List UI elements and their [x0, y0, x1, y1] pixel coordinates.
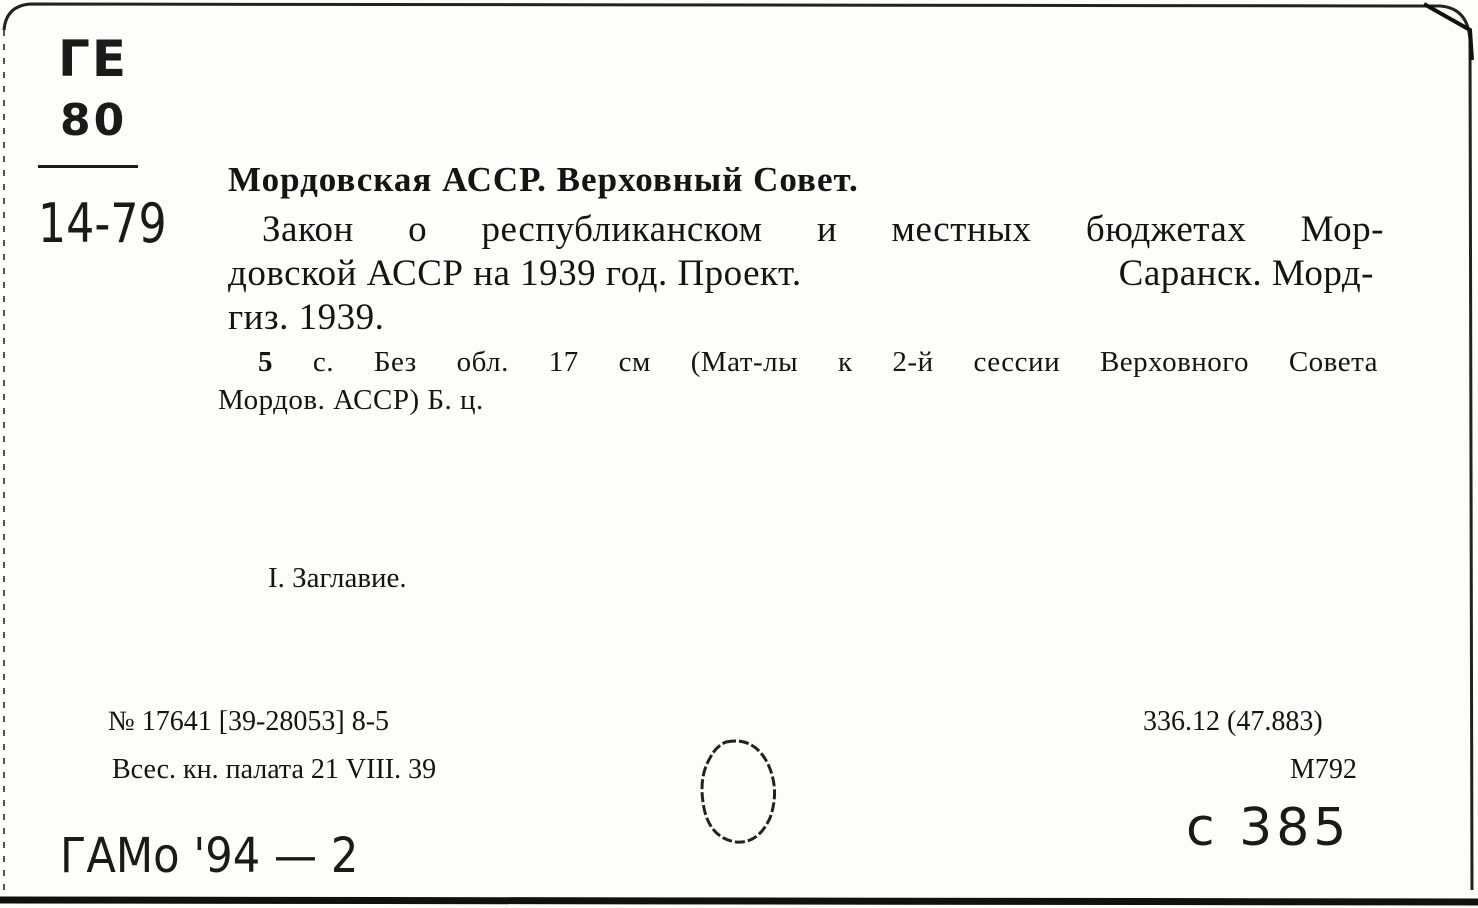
collation-word: см — [618, 346, 651, 378]
collation-word: с. — [312, 346, 334, 378]
collation-word: Без — [373, 346, 417, 378]
collation-word: 17 — [548, 346, 579, 378]
shelfmark-divider — [38, 165, 138, 168]
author-mark: М792 — [1290, 754, 1357, 785]
collation-line-1 — [258, 346, 1378, 379]
title-word: и — [816, 209, 838, 250]
title-line-2 — [228, 252, 1374, 295]
collation-word: 2-й — [892, 346, 934, 378]
shelfmark-middle: 80 — [60, 95, 128, 146]
collation-word: (Мат-лы — [690, 346, 799, 378]
title-word: о — [408, 209, 428, 250]
title-line-2-right: Саранск. Морд- — [1118, 253, 1374, 294]
collation-word: к — [837, 346, 853, 378]
title-word: республиканском — [481, 209, 763, 250]
title-word: местных — [891, 209, 1032, 250]
page-stamp: с 385 — [1186, 798, 1351, 858]
title-line-3: гиз. 1939. — [228, 297, 385, 338]
title-line-1 — [262, 208, 1384, 251]
title-word: Мор- — [1300, 209, 1384, 250]
title-word: Закон — [262, 209, 354, 250]
title-word: бюджетах — [1085, 209, 1247, 250]
shelfmark-bottom: 14-79 — [38, 192, 167, 255]
collation-word: обл. — [456, 346, 509, 378]
catalog-heading: Мордовская АССР. Верховный Совет. — [228, 160, 859, 199]
tracing-entry: I. Заглавие. — [268, 562, 407, 594]
book-chamber-note: Всес. кн. палата 21 VIII. 39 — [112, 754, 437, 785]
classification-number: 336.12 (47.883) — [1143, 706, 1323, 737]
collation-word: Совета — [1288, 346, 1378, 378]
collation-line-2: Мордов. АССР) Б. ц. — [218, 384, 484, 416]
punch-hole — [696, 738, 782, 848]
page-count: 5 — [258, 346, 273, 378]
shelfmark-top: ГЕ — [58, 30, 129, 88]
collation-word: Верховного — [1099, 346, 1249, 378]
title-line-2-left: довской АССР на 1939 год. Проект. — [228, 253, 802, 294]
collation-word: сессии — [973, 346, 1061, 378]
archive-stamp: ГАМо '94 — 2 — [60, 828, 359, 884]
record-number: № 17641 [39-28053] 8-5 — [108, 706, 390, 737]
